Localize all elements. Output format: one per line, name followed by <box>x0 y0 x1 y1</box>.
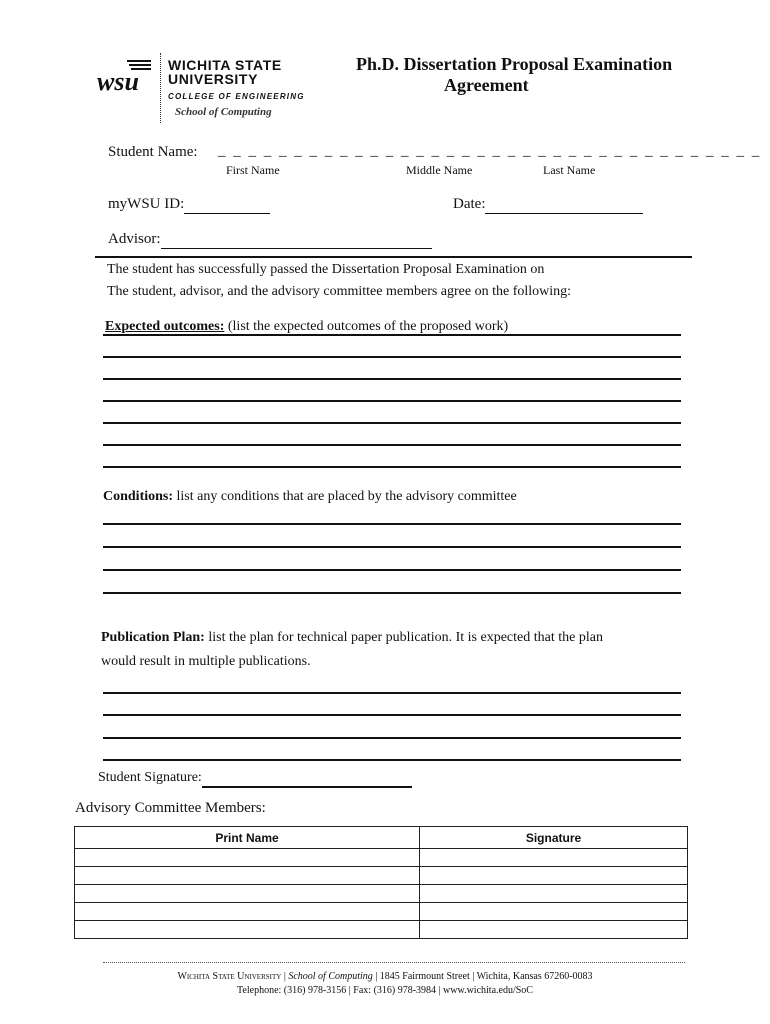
footer-school: School of Computing <box>288 971 373 982</box>
publication-plan-line[interactable] <box>103 714 681 716</box>
committee-table <box>74 826 688 939</box>
table-row <box>75 867 688 885</box>
expected-outcomes-line[interactable] <box>103 466 681 468</box>
expected-outcomes-line[interactable] <box>103 334 681 336</box>
conditions-line[interactable] <box>103 523 681 525</box>
table-row <box>75 849 688 867</box>
passed-statement: The student has successfully passed the Dissertation Proposal Examination on <box>107 262 545 277</box>
committee-heading: Advisory Committee Members: <box>75 800 266 816</box>
wsu-logo <box>97 58 153 96</box>
section-divider <box>95 256 692 258</box>
publication-plan-line[interactable] <box>103 759 681 761</box>
footer-address: Wichita State University | School of Computing | 1845 Fairmount Street | Wichita, Kansas 67260-0083 <box>177 971 593 982</box>
student-name-label: Student Name: <box>108 144 198 160</box>
last-name-caption: Last Name <box>543 163 596 177</box>
expected-outcomes-line[interactable] <box>103 356 681 358</box>
date-label: Date: <box>453 196 486 212</box>
logo-divider <box>160 53 161 123</box>
expected-outcomes-line[interactable] <box>103 444 681 446</box>
svg-text:wsu: wsu <box>97 67 139 96</box>
page-title-line2: Agreement <box>444 75 529 95</box>
first-name-caption: First Name <box>226 163 280 177</box>
student-signature-field[interactable] <box>202 770 412 788</box>
signature-cell[interactable] <box>420 921 688 939</box>
publication-plan-label: Publication Plan: <box>101 630 205 645</box>
conditions-heading <box>103 489 517 505</box>
conditions-line[interactable] <box>103 592 681 594</box>
mywsu-id-row <box>108 196 270 214</box>
agreement-statement: The student, advisor, and the advisory committee members agree on the following: <box>107 284 572 299</box>
signature-cell[interactable] <box>420 885 688 903</box>
conditions-line[interactable] <box>103 569 681 571</box>
conditions-line[interactable] <box>103 546 681 548</box>
signature-cell[interactable] <box>420 849 688 867</box>
student-signature-label: Student Signature: <box>98 770 202 785</box>
publication-plan-line[interactable] <box>103 737 681 739</box>
print-name-cell[interactable] <box>75 885 420 903</box>
table-row <box>75 885 688 903</box>
signature-cell[interactable] <box>420 903 688 921</box>
publication-plan-heading <box>101 630 603 646</box>
expected-outcomes-line[interactable] <box>103 422 681 424</box>
middle-name-caption: Middle Name <box>406 163 473 177</box>
expected-outcomes-label: Expected outcomes: <box>105 319 225 334</box>
conditions-label: Conditions: <box>103 489 174 504</box>
signature-header: Signature <box>420 827 688 849</box>
date-row <box>453 196 643 214</box>
mywsu-id-field[interactable] <box>184 196 270 214</box>
mywsu-id-label: myWSU ID: <box>108 196 185 212</box>
expected-outcomes-heading <box>105 319 508 335</box>
print-name-cell[interactable] <box>75 867 420 885</box>
page-title: Ph.D. Dissertation Proposal Examination <box>356 54 673 74</box>
publication-plan-instructions: list the plan for technical paper publication. It is expected that the plan <box>204 630 603 645</box>
footer-contact: Telephone: (316) 978-3156 | Fax: (316) 978-3984 | www.wichita.edu/SoC <box>237 985 533 996</box>
advisor-label: Advisor: <box>108 231 161 247</box>
student-name-field[interactable]: _ _ _ _ _ _ _ _ _ _ _ _ _ _ _ _ _ _ _ _ _ _ _ _ _ _ _ _ _ _ _ _ _ _ _ _ <box>218 143 762 159</box>
print-name-cell[interactable] <box>75 849 420 867</box>
university-name: WICHITA STATE UNIVERSITY <box>168 57 282 87</box>
date-field[interactable] <box>485 196 643 214</box>
publication-plan-line[interactable] <box>103 692 681 694</box>
expected-outcomes-line[interactable] <box>103 400 681 402</box>
college-name: COLLEGE OF ENGINEERING <box>168 92 305 101</box>
table-row <box>75 903 688 921</box>
footer-org: Wichita State University <box>177 971 282 982</box>
expected-outcomes-line[interactable] <box>103 378 681 380</box>
footer-street: | 1845 Fairmount Street | Wichita, Kansas 67260-0083 <box>375 971 593 982</box>
advisor-row <box>108 231 432 249</box>
print-name-cell[interactable] <box>75 921 420 939</box>
school-name: School of Computing <box>175 106 272 118</box>
footer-divider <box>103 962 685 963</box>
table-header-row <box>75 827 688 849</box>
advisor-field[interactable] <box>161 231 432 249</box>
signature-cell[interactable] <box>420 867 688 885</box>
publication-plan-instructions-2: would result in multiple publications. <box>101 654 311 669</box>
print-name-header: Print Name <box>75 827 420 849</box>
table-row <box>75 921 688 939</box>
expected-outcomes-instructions: (list the expected outcomes of the proposed work) <box>224 319 509 334</box>
conditions-instructions: list any conditions that are placed by the advisory committee <box>173 489 517 504</box>
print-name-cell[interactable] <box>75 903 420 921</box>
student-signature-row <box>98 770 412 788</box>
